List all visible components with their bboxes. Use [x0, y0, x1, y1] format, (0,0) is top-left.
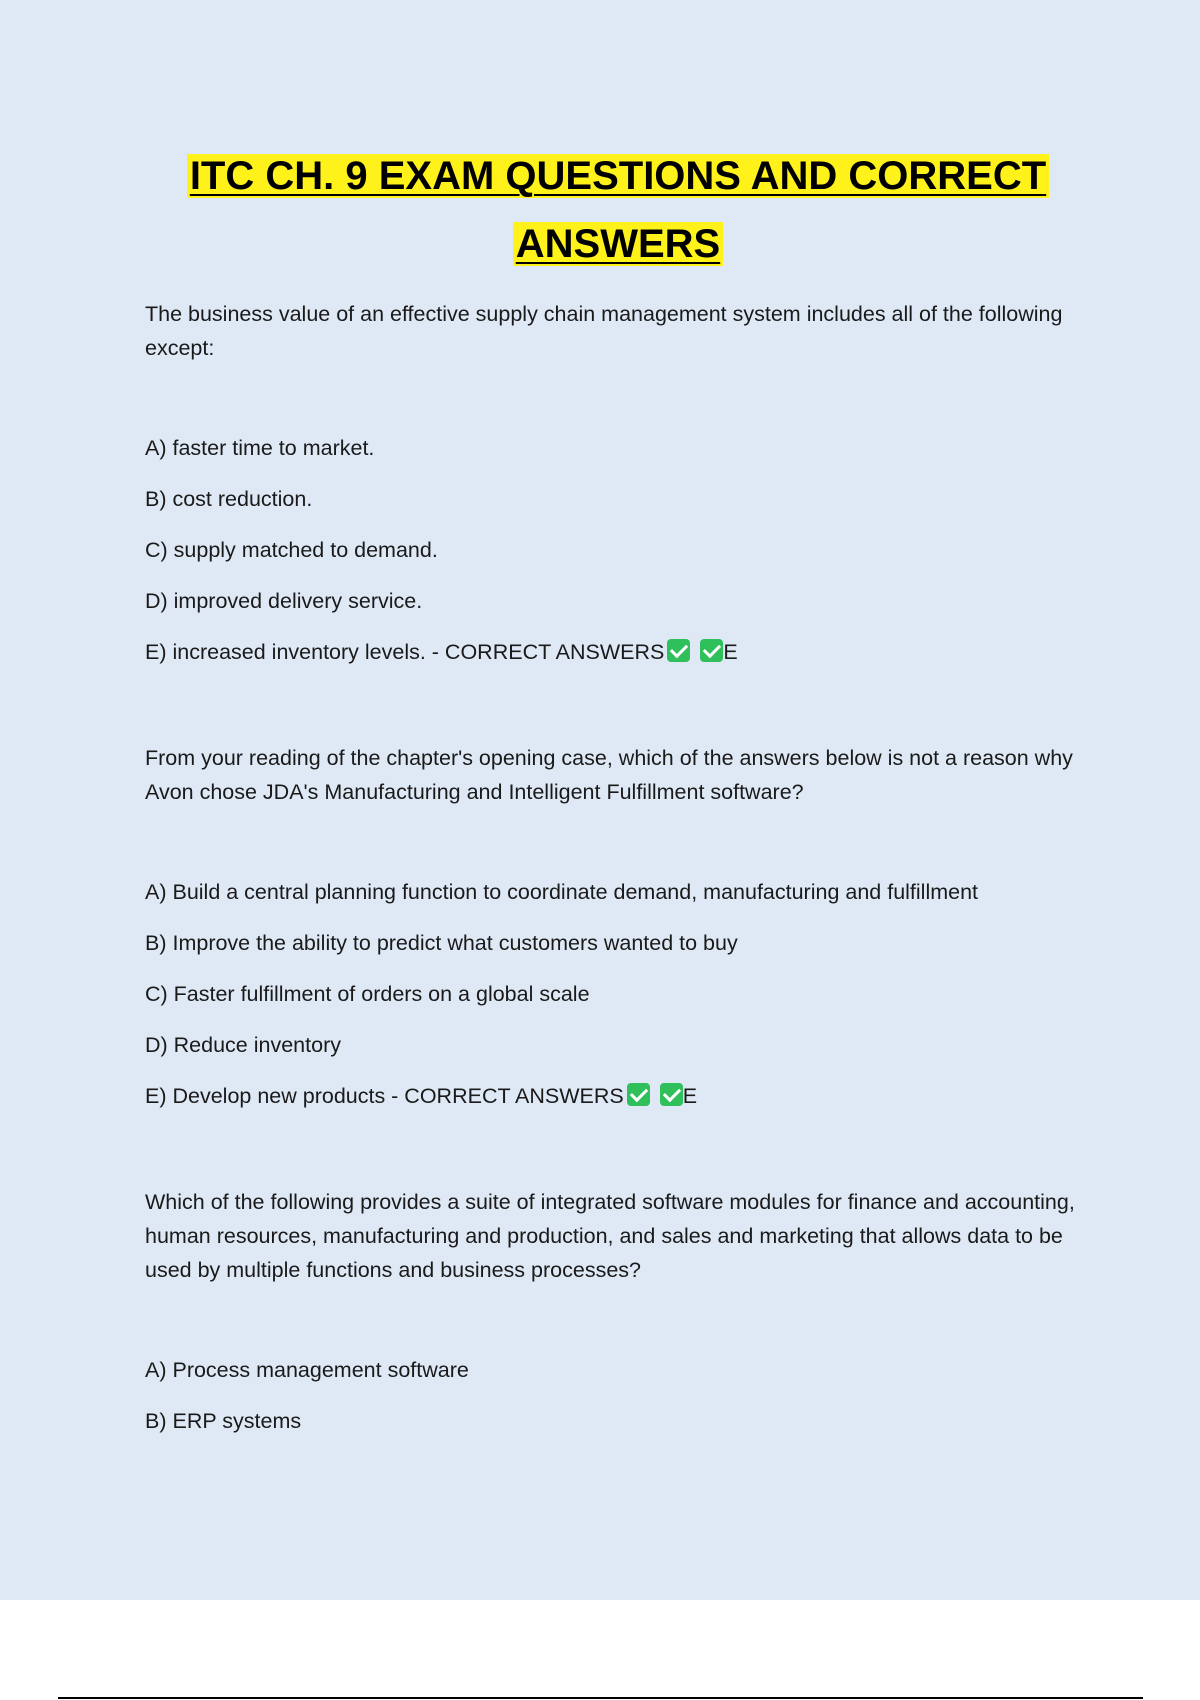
- question-3-text: Which of the following provides a suite of integrated software modules for finance and accounting, human resources, manufacturing and production, and sales and marketing that allows data to be used by multiple functions and business processes?: [145, 1190, 1075, 1282]
- questions-list: [145, 297, 1090, 1510]
- option-a: A) faster time to market.: [145, 436, 375, 460]
- option-e-with-answer: [145, 635, 1090, 670]
- title-line-1: ITC CH. 9 EXAM QUESTIONS AND CORRECT: [187, 154, 1049, 198]
- option-c: C) supply matched to demand.: [145, 538, 438, 562]
- option-d: D) Reduce inventory: [145, 1033, 341, 1057]
- option-b: B) ERP systems: [145, 1409, 302, 1433]
- option-a: A) Process management software: [145, 1358, 469, 1382]
- option-b: B) Improve the ability to predict what customers wanted to buy: [145, 931, 738, 955]
- check-mark-icon: [660, 1083, 683, 1106]
- question-3-options: [145, 1353, 1090, 1439]
- option-e: E) increased inventory levels. - CORRECT ANSWERS: [145, 640, 665, 664]
- title-line-2: ANSWERS: [513, 222, 723, 266]
- option-e: E) Develop new products - CORRECT ANSWERS: [145, 1084, 624, 1108]
- option-e-with-answer: [145, 1079, 1090, 1114]
- option-d: D) improved delivery service.: [145, 589, 423, 613]
- footer-divider: [58, 1697, 1143, 1699]
- question-2-options: [145, 875, 1090, 1114]
- option-b: B) cost reduction.: [145, 487, 313, 511]
- check-mark-icon: [627, 1083, 650, 1106]
- question-1-options: [145, 431, 1090, 670]
- correct-answer-letter: E: [723, 640, 738, 664]
- option-c: C) Faster fulfillment of orders on a global scale: [145, 982, 590, 1006]
- correct-answer-letter: E: [682, 1084, 698, 1108]
- document-title: [0, 142, 1200, 278]
- option-a: A) Build a central planning function to coordinate demand, manufacturing and fulfillment: [145, 880, 979, 904]
- check-mark-icon: [667, 639, 690, 662]
- question-1-text: The business value of an effective supply chain management system includes all of the following except:: [145, 302, 1063, 360]
- check-mark-icon: [700, 639, 723, 662]
- question-2-text: From your reading of the chapter's opening case, which of the answers below is not a reason why Avon chose JDA's Manufacturing and Intelligent Fulfillment software?: [145, 746, 1073, 804]
